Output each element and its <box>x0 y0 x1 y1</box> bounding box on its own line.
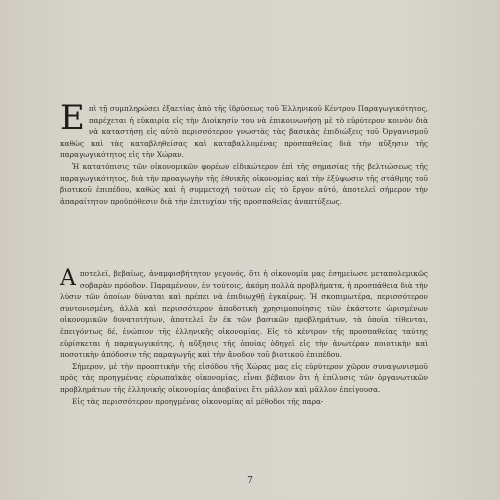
section-2 <box>60 268 428 407</box>
section-1 <box>60 98 428 207</box>
intro-paragraph <box>60 98 428 161</box>
page-number: 7 <box>247 476 253 486</box>
dropcap-alpha: Α <box>60 266 76 291</box>
section-2-paragraph-1 <box>60 268 428 361</box>
section-2-paragraph-2: Σήμερον, μὲ τὴν προοπτικὴν τῆς εἰσόδου τῆς Χώρας μας εἰς εὐρύτερον χῶρον συναγωνισμοῦ πρὸς τὰς προηγμένας εὐρωπαϊκὰς οἰκονομίας, εἶναι βέβαιον ὅτι ἡ ἐπίλυσις τῶν ὀργανωτικῶν προβλημάτων τῆς ἑλληνικῆς οἰκονομίας ἀποβαίνει ἔτι μᾶλλον καὶ μᾶλλον ἐπείγουσα. <box>60 361 428 394</box>
second-paragraph: Ἡ κατατόπισις τῶν οἰκονομικῶν φορέων εἰδικώτερον ἐπὶ τῆς σημασίας τῆς βελτιώσεως τῆς παραγωγικότητος, διὰ τὴν προαγωγὴν τῆς ἐθνικῆς οἰκονομίας καὶ τὴν ἐξύψωσιν τῆς στάθμης τοῦ βιοτικοῦ ἐπιπέδου, καθὼς καὶ ἡ συμμετοχή τούτων εἰς τὸ ἔργον αὐτό, ἀποτελεῖ σήμερον τὴν ἀπαραίτητον προϋπόθεσιν διὰ τὴν ἐπιτυχίαν τῆς προσπαθείας ἀναπτύξεως. <box>60 161 428 206</box>
dropcap-epsilon: Ε <box>60 98 85 138</box>
section-2-paragraph-1-text: ποτελεῖ, βεβαίως, ἀναμφισβήτητον γεγονός, ὅτι ἡ οἰκονομία μας ἐσημείωσε μεταπολεμικῶς σοβαρὰν πρόοδον. Παραμένουν, ἐν τούτοις, ἀκόμη πολλὰ προβλήματα, ἡ προσπάθεια διὰ τὴν λύσιν τῶν ὁποίων δύναται καὶ πρέπει νὰ ἐπιδιωχθῇ ἐγκαίρως. Ἡ σκοπιμωτέρα, περισσότερον συντονισμένη, ἀλλὰ καὶ περισσότερον ἀποδοτικὴ χρησιμοποίησις τῶν ἑκάστοτε ὡρισμένων οἰκονομικῶν δυνατοτήτων, ἀποτελεῖ ἓν ἐκ τῶν βασικῶν προβλημάτων, τὰ ὁποῖα τίθενται, ἐπειγόντως δέ, ἐνώπιον τῆς ἑλληνικῆς οἰκονομίας. Εἰς τὸ κέντρον τῆς προσπαθείας ταύτης εὑρίσκεται ἡ παραγωγικότης, ἡ αὔξησις τῆς ὁποίας ὁδηγεῖ εἰς τὴν ἀνωτέραν ποιοτικὴν καὶ ποσοτικὴν ἀπόδοσιν τῆς παραγωγῆς καὶ τὴν ἄνοδον τοῦ βιοτικοῦ ἐπιπέδου. <box>60 269 428 360</box>
section-2-paragraph-3: Εἰς τὰς περισσότερον προηγμένας οἰκονομίας αἱ μέθοδοι τῆς παρα- <box>72 396 324 406</box>
intro-paragraph-text: πὶ τῇ συμπληρώσει ἑξαετίας ἀπὸ τῆς ἱδρύσεως τοῦ Ἑλληνικοῦ Κέντρου Παραγωγικότητος, παρέχεται ἡ εὐκαιρία εἰς τὴν Διοίκησίν του νὰ ἐπικοινωνήσῃ μὲ τὸ εὐρύτερον κοινὸν διὰ νὰ καταστήσῃ εἰς αὐτὸ περισσότερον γνωστὰς τὰς βασικὰς ἐπιδιώξεις τοῦ Ὀργανισμοῦ καθὼς καὶ τὰς καταβληθείσας καὶ καταβαλλομένας προσπαθείας διὰ τὴν αὔξησιν τῆς παραγωγικότητος εἰς τὴν Χώραν. <box>60 104 428 160</box>
